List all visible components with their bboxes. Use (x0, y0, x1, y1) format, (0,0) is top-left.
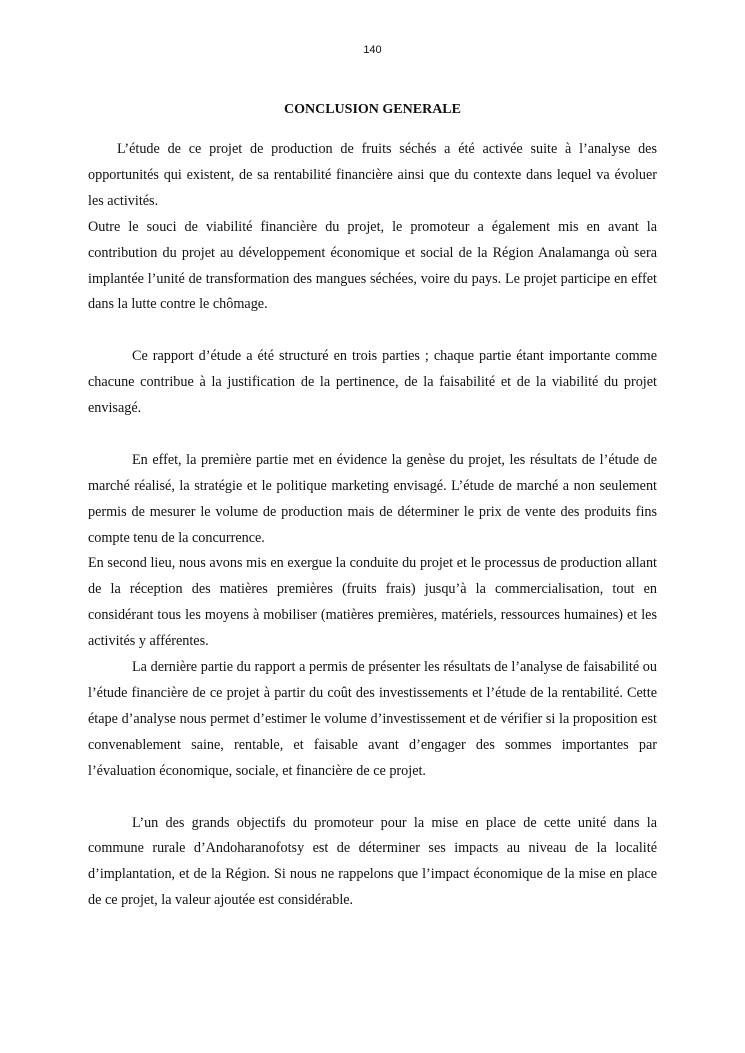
paragraph-part-two: En second lieu, nous avons mis en exergue la conduite du projet et le processus de production allant de la réception des matières premières (fruits frais) jusqu’à la commercialisation, tout en considérant tous les moyens à mobiliser (matières premières, matériels, ressources humaines) et les activités y afférentes. (88, 555, 657, 650)
page-number: 140 (363, 44, 382, 56)
body-text (88, 137, 657, 914)
paragraph-gap (88, 422, 657, 448)
page-title: CONCLUSION GENERALE (284, 102, 461, 117)
paragraph-structure: Ce rapport d’étude a été structuré en trois parties ; chaque partie étant importante comme chacune contribue à la justification de la pertinence, de la faisabilité et de la viabilité du projet envisagé. (88, 348, 657, 417)
paragraph-viability: Outre le souci de viabilité financière du projet, le promoteur a également mis en avant la contribution du projet au développement économique et social de la Région Analamanga où sera implantée l’unité de transformation des mangues séchées, voire du pays. Le projet participe en effet dans la lutte contre le chômage. (88, 218, 657, 313)
paragraph-gap (88, 318, 657, 344)
paragraph-gap (88, 785, 657, 811)
paragraph-objectives: L’un des grands objectifs du promoteur pour la mise en place de cette unité dans la commune rurale d’Andoharanofotsy est de déterminer ses impacts au niveau de la localité d’implantation, et de la Région. Si nous ne rappelons que l’impact économique de la mise en place de ce projet, la valeur ajoutée est considérable. (88, 814, 657, 909)
paragraph-intro: L’étude de ce projet de production de fruits séchés a été activée suite à l’analyse des opportunités qui existent, de sa rentabilité financière ainsi que du contexte dans lequel va évoluer les activités. (88, 141, 657, 209)
paragraph-part-one: En effet, la première partie met en évidence la genèse du projet, les résultats de l’étude de marché réalisé, la stratégie et le politique marketing envisagé. L’étude de marché a non seulement permis de mesurer le volume de production mais de déterminer le prix de vente des produits fins compte tenu de la concurrence. (88, 451, 657, 546)
paragraph-part-three: La dernière partie du rapport a permis de présenter les résultats de l’analyse de faisabilité ou l’étude financière de ce projet à partir du coût des investissements et l’étude de la rentabilité. Cette étape d’analyse nous permet d’estimer le volume d’investissement et de vérifier si la proposition est convenablement saine, rentable, et faisable avant d’engager des sommes importantes par l’évaluation économique, sociale, et financière de ce projet. (88, 659, 657, 779)
